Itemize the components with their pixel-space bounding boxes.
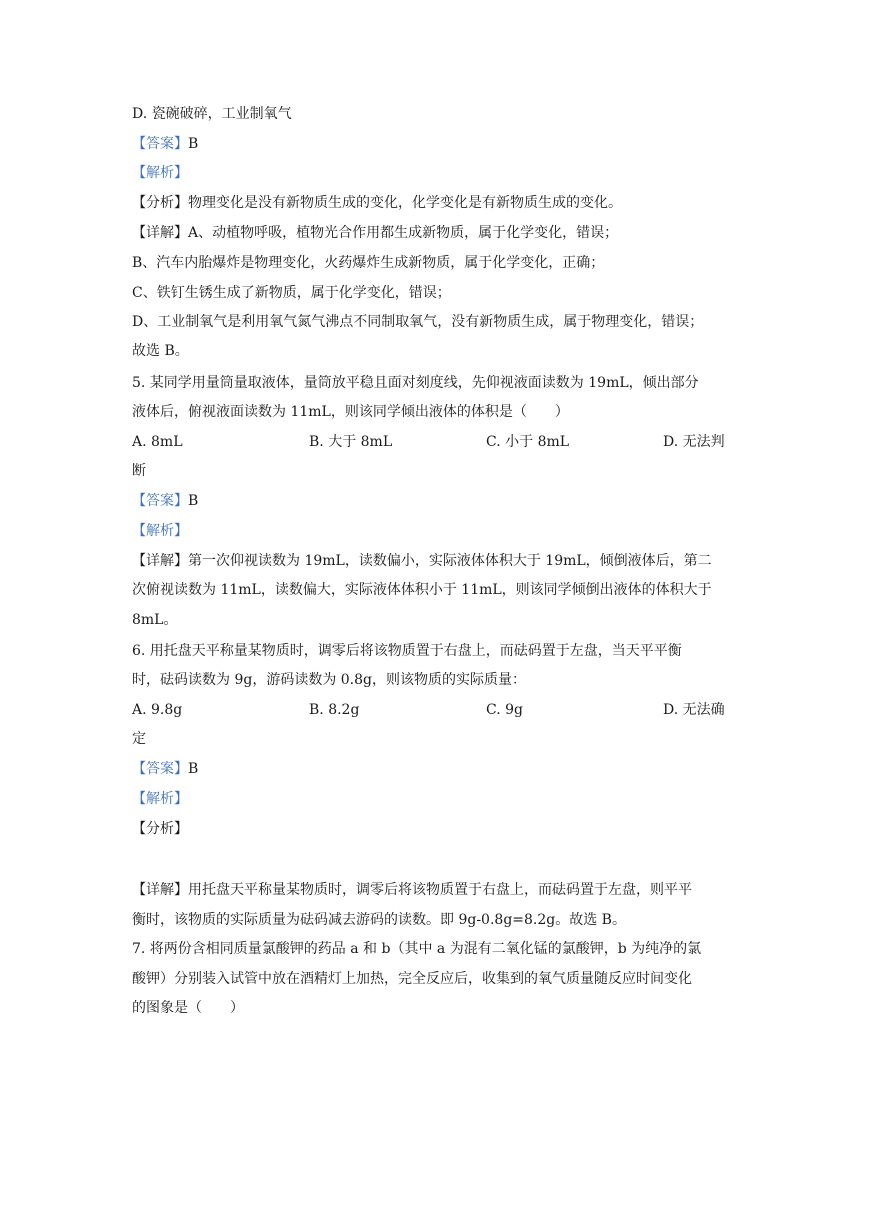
q6-option-a: A. 9.8g [132, 702, 183, 718]
q6-fenxi: 【分析】 [132, 821, 188, 837]
answer-value: B [188, 761, 199, 777]
q5-option-b: B. 大于 8mL [309, 434, 393, 450]
q6-option-d-cont: 定 [132, 731, 146, 747]
answer-tag: 【答案】 [132, 761, 188, 777]
q7-stem-1: 7. 将两份含相同质量氯酸钾的药品 a 和 b（其中 a 为混有二氧化锰的氯酸钾，b 为纯净的氯 [132, 941, 702, 957]
q7-stem-3: 的图象是（ ） [132, 1000, 244, 1016]
q5-stem-2: 液体后，俯视液面读数为 11mL，则该同学倾出液体的体积是（ ） [132, 404, 569, 420]
q6-stem-1: 6. 用托盘天平称量某物质时，调零后将该物质置于右盘上，而砝码置于左盘，当天平平衡 [132, 643, 682, 659]
q4-option-d: D. 瓷碗破碎，工业制氧气 [132, 106, 292, 122]
q5-option-a: A. 8mL [132, 434, 183, 450]
q6-detail-1: 【详解】用托盘天平称量某物质时，调零后将该物质置于右盘上，而砝码置于左盘，则平平 [132, 882, 692, 898]
q4-detail-3: C、铁钉生锈生成了新物质，属于化学变化，错误； [132, 285, 451, 301]
q4-analysis-tag: 【解析】 [132, 165, 188, 181]
answer-tag: 【答案】 [132, 136, 188, 152]
q4-detail-5: 故选 B。 [132, 343, 189, 359]
q5-option-c: C. 小于 8mL [486, 434, 570, 450]
q5-detail-3: 8mL。 [132, 612, 178, 628]
q6-option-c: C. 9g [486, 702, 523, 718]
answer-tag: 【答案】 [132, 493, 188, 509]
q6-stem-2: 时，砝码读数为 9g，游码读数为 0.8g，则该物质的实际质量： [132, 672, 526, 688]
q5-answer [132, 491, 742, 511]
q4-detail-4: D、工业制氧气是利用氧气氮气沸点不同制取氧气，没有新物质生成，属于物理变化，错误； [132, 314, 704, 330]
q5-stem-1: 5. 某同学用量筒量取液体，量筒放平稳且面对刻度线，先仰视液面读数为 19mL，倾出部分 [132, 375, 699, 391]
q5-option-d-cont: 断 [132, 463, 146, 479]
q6-analysis-tag: 【解析】 [132, 791, 188, 807]
q4-detail-2: B、汽车内胎爆炸是物理变化，火药爆炸生成新物质，属于化学变化，正确； [132, 255, 605, 271]
q4-detail-1: 【详解】A、动植物呼吸，植物光合作用都生成新物质，属于化学变化，错误； [132, 225, 619, 241]
q6-option-d: D. 无法确 [663, 702, 725, 718]
q6-detail-2: 衡时，该物质的实际质量为砝码减去游码的读数。即 9g-0.8g=8.2g。故选 B。 [132, 912, 626, 928]
q5-option-d: D. 无法判 [663, 434, 725, 450]
q5-detail-2: 次俯视读数为 11mL，读数偏大，实际液体体积小于 11mL，则该同学倾倒出液体的体积大于 [132, 582, 712, 598]
q6-option-b: B. 8.2g [309, 702, 360, 718]
q4-fenxi: 【分析】物理变化是没有新物质生成的变化，化学变化是有新物质生成的变化。 [132, 195, 622, 211]
answer-value: B [188, 493, 199, 509]
q7-stem-2: 酸钾）分别装入试管中放在酒精灯上加热，完全反应后，收集到的氧气质量随反应时间变化 [132, 971, 692, 987]
q5-detail-1: 【详解】第一次仰视读数为 19mL，读数偏小，实际液体体积大于 19mL，倾倒液体后，第二 [132, 553, 712, 569]
answer-value: B [188, 136, 199, 152]
q4-answer [132, 134, 742, 154]
q6-answer [132, 759, 742, 779]
q5-analysis-tag: 【解析】 [132, 523, 188, 539]
